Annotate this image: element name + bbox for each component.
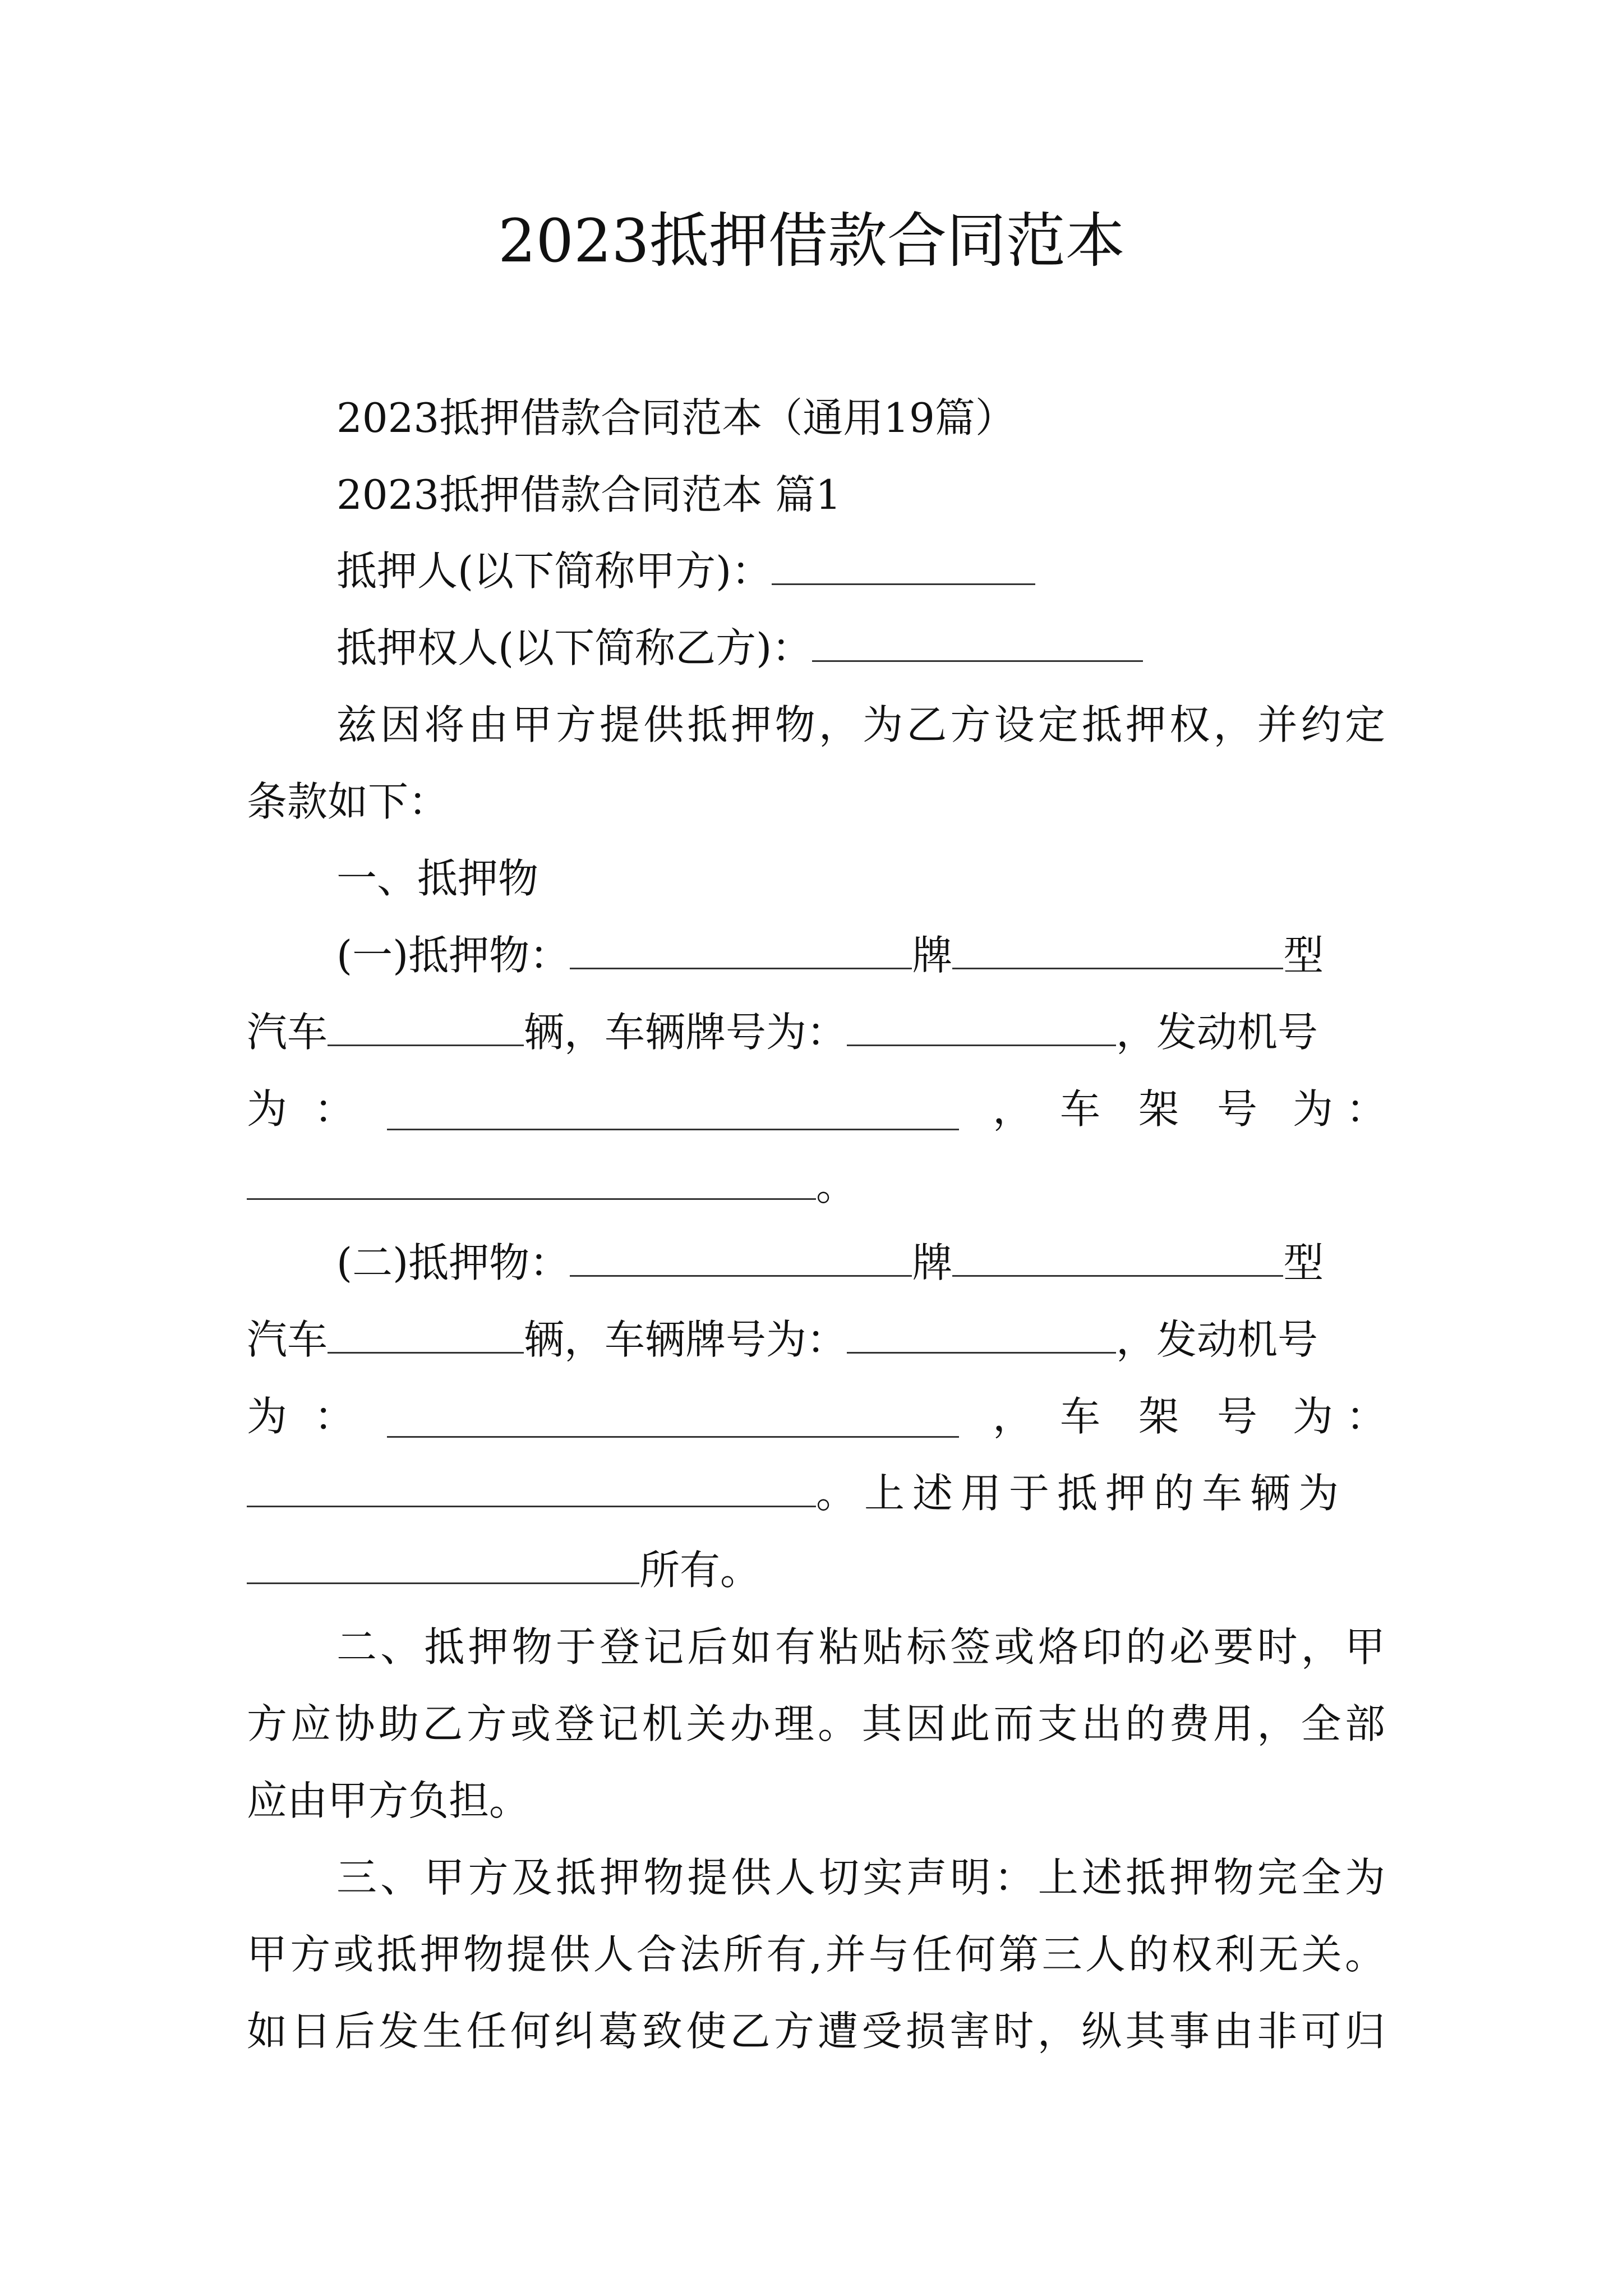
item2-frame-colon: ： bbox=[1346, 1393, 1387, 1440]
mortgagee-blank bbox=[812, 621, 1143, 662]
clause2-line-2: 方应协助乙方或登记机关办理。其因此而支出的费用，全部 bbox=[247, 1700, 1385, 1747]
mortgagor-label: 抵押人(以下简称甲方)： bbox=[336, 547, 772, 595]
document-subtitle: 2023抵押借款合同范本（通用19篇） bbox=[336, 394, 1016, 441]
clause3-line-3: 如日后发生任何纠葛致使乙方遭受损害时，纵其事由非可归 bbox=[247, 2008, 1385, 2055]
item2-frame-char-3: 号 bbox=[1217, 1393, 1258, 1440]
intro-line-2: 条款如下： bbox=[247, 778, 449, 825]
item1-engine-colon: ： bbox=[314, 1085, 355, 1133]
item1-frame-comma: ， bbox=[993, 1085, 1034, 1133]
item1-engine-wei: 为 bbox=[247, 1085, 288, 1133]
clause3-line-2: 甲方或抵押物提供人合法所有,并与任何第三人的权利无关。 bbox=[247, 1931, 1385, 1978]
item2-line-1 bbox=[336, 1232, 1385, 1294]
item2-plate-blank bbox=[847, 1313, 1116, 1354]
item2-frame-blank bbox=[247, 1466, 816, 1507]
item2-owner-end: 所有。 bbox=[639, 1547, 761, 1594]
item2-plate-label: 辆，车辆牌号为： bbox=[524, 1316, 847, 1363]
item2-line-4 bbox=[247, 1462, 1385, 1524]
item2-frame-char-2: 架 bbox=[1138, 1393, 1179, 1440]
item2-brand-blank bbox=[570, 1236, 912, 1277]
item1-car-label: 汽车 bbox=[247, 1009, 328, 1056]
item1-frame-colon: ： bbox=[1346, 1085, 1387, 1133]
item1-model-blank bbox=[952, 928, 1283, 969]
intro-line-1: 兹因将由甲方提供抵押物，为乙方设定抵押权，并约定 bbox=[336, 701, 1385, 748]
item1-model-label: 型 bbox=[1283, 932, 1324, 979]
item1-line-3 bbox=[247, 1078, 1385, 1140]
clause1-heading: 一、抵押物 bbox=[336, 855, 539, 902]
item1-frame-blank bbox=[247, 1159, 816, 1200]
item2-frame-char-1: 车 bbox=[1060, 1393, 1101, 1440]
item2-owner-blank bbox=[247, 1543, 639, 1584]
item1-count-blank bbox=[328, 1005, 524, 1046]
item1-frame-char-2: 架 bbox=[1138, 1085, 1179, 1133]
item2-model-label: 型 bbox=[1283, 1239, 1324, 1286]
item2-car-label: 汽车 bbox=[247, 1316, 328, 1363]
item2-frame-comma: ， bbox=[993, 1393, 1034, 1440]
item1-line-2 bbox=[247, 1001, 1385, 1063]
item2-engine-colon: ： bbox=[314, 1393, 355, 1440]
item2-line-5 bbox=[247, 1539, 1385, 1601]
item1-frame-char-4: 为 bbox=[1293, 1085, 1334, 1133]
mortgagee-label: 抵押权人(以下简称乙方)： bbox=[336, 624, 813, 671]
item1-brand-label: 牌 bbox=[912, 932, 953, 979]
section-heading: 2023抵押借款合同范本 篇1 bbox=[336, 471, 841, 518]
item1-engine-blank bbox=[387, 1089, 959, 1130]
item1-end: 。 bbox=[816, 1162, 857, 1209]
item1-engine-label: ，发动机号 bbox=[1116, 1009, 1318, 1056]
item2-line-3 bbox=[247, 1386, 1385, 1447]
item2-engine-wei: 为 bbox=[247, 1393, 288, 1440]
item2-model-blank bbox=[952, 1236, 1283, 1277]
clause2-line-1: 二、抵押物于登记后如有粘贴标签或烙印的必要时，甲 bbox=[336, 1623, 1385, 1671]
item2-frame-char-4: 为 bbox=[1293, 1393, 1334, 1440]
mortgagor-blank bbox=[772, 544, 1035, 585]
item1-brand-blank bbox=[570, 928, 912, 969]
item2-label: (二)抵押物： bbox=[336, 1239, 570, 1286]
item1-label: (一)抵押物： bbox=[336, 932, 570, 979]
item1-plate-label: 辆，车辆牌号为： bbox=[524, 1009, 847, 1056]
clause3-line-1: 三、甲方及抵押物提供人切实声明：上述抵押物完全为 bbox=[336, 1854, 1385, 1901]
mortgagee-line bbox=[336, 617, 1385, 679]
item1-line-4 bbox=[247, 1155, 1385, 1217]
item2-ownership-text: 。上述用于抵押的车辆为 bbox=[816, 1470, 1347, 1517]
item1-plate-blank bbox=[847, 1005, 1116, 1046]
item2-line-2 bbox=[247, 1309, 1385, 1370]
item1-frame-char-3: 号 bbox=[1217, 1085, 1258, 1133]
document-title: 2023抵押借款合同范本 bbox=[498, 206, 1125, 275]
mortgagor-line bbox=[336, 540, 1385, 602]
item1-line-1 bbox=[336, 924, 1385, 986]
item2-engine-blank bbox=[387, 1397, 959, 1438]
item1-frame-char-1: 车 bbox=[1060, 1085, 1101, 1133]
item2-engine-label: ，发动机号 bbox=[1116, 1316, 1318, 1363]
item2-brand-label: 牌 bbox=[912, 1239, 953, 1286]
clause2-line-3: 应由甲方负担。 bbox=[247, 1777, 530, 1824]
item2-count-blank bbox=[328, 1313, 524, 1354]
